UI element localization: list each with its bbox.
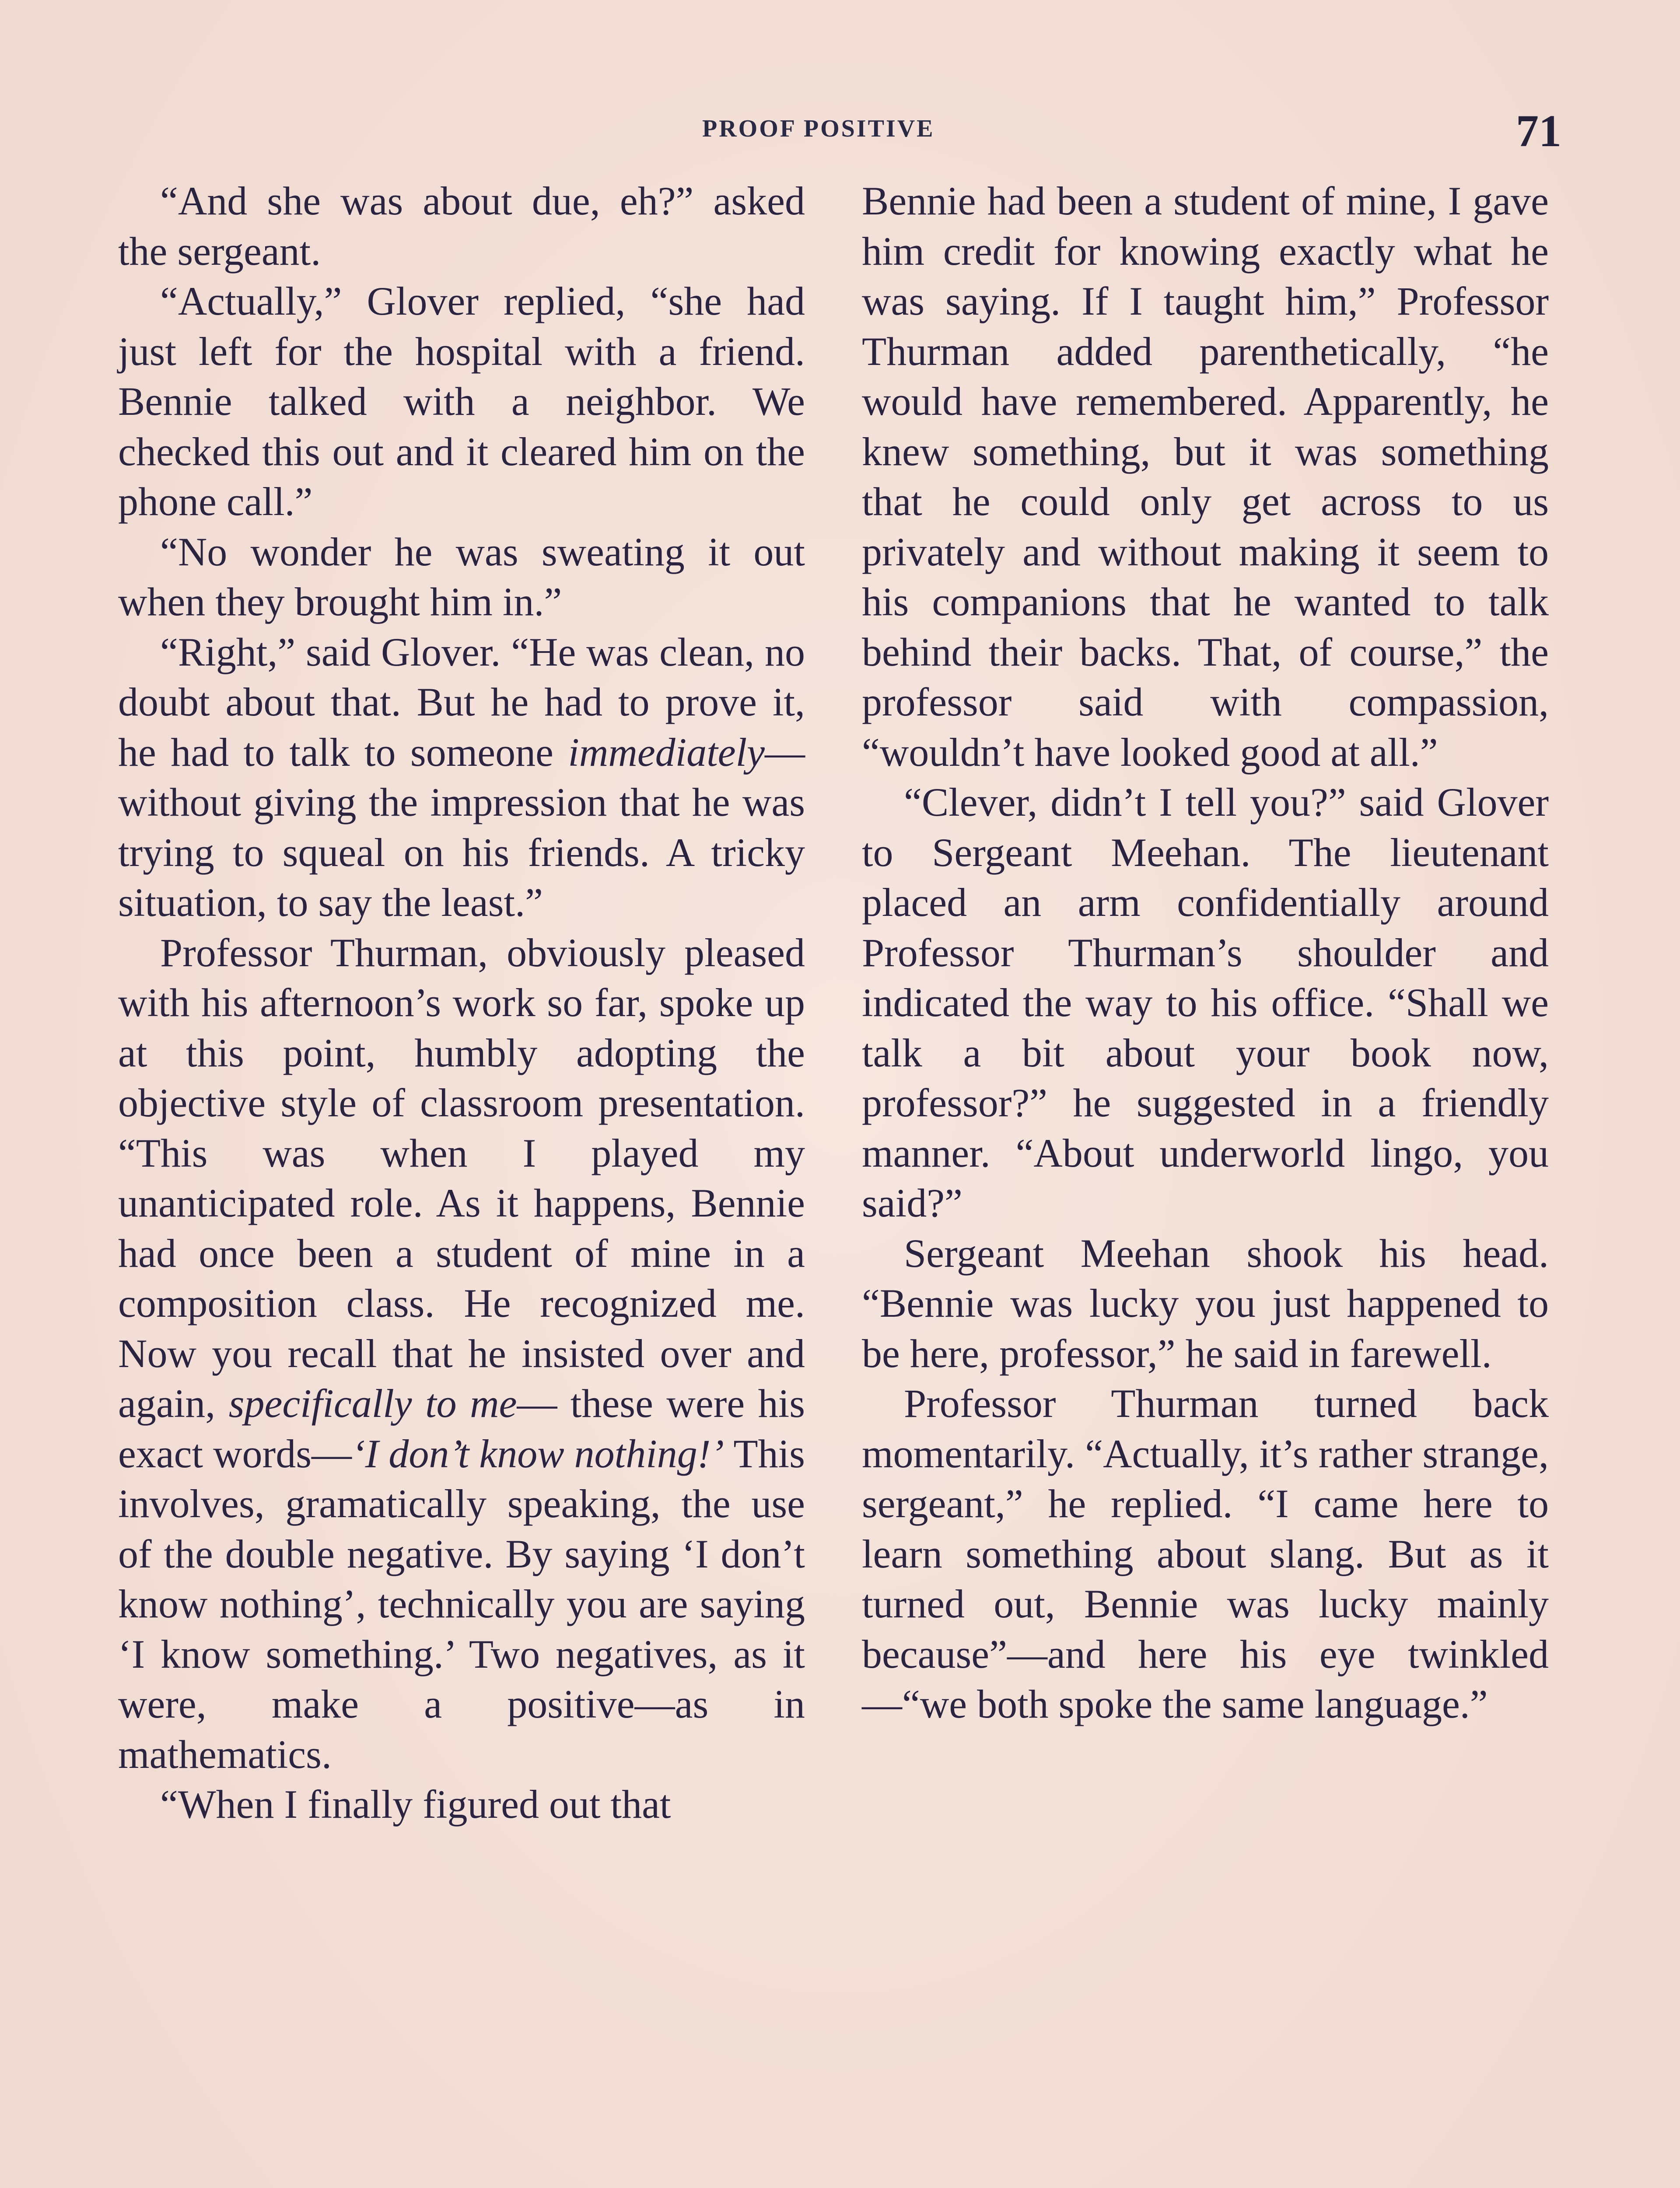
paragraph: “When I finally figured out that: [160, 1782, 671, 1827]
left-column: [118, 176, 805, 1830]
text-run: —without giving the impression that he was trying to squeal on his friends. A tricky situation, to say the least.”: [118, 729, 805, 925]
paragraph: [118, 928, 805, 1780]
text-run: Professor Thurman, obviously pleased with his afternoon’s work so far, spoke up at this point, humbly adopting the objective style of classroom presentation. “This was when I played my unanticipated role. As it happens, Bennie had once been a student of mine in a composition class. He recognized me. Now you recall that he insisted over and again,: [118, 930, 805, 1426]
italic-text: immediately: [568, 729, 765, 775]
paragraph: “And she was about due, eh?” asked the sergeant.: [118, 179, 805, 274]
paragraph: [118, 627, 805, 928]
paragraph: Professor Thurman turned back momentarily. “Actually, it’s rather strange, sergeant,” he replied. “I came here to learn something about slang. But as it turned out, Bennie was lucky mainly because”—and here his eye twinkled—“we both spoke the same language.”: [862, 1381, 1549, 1726]
paragraph: “Clever, didn’t I tell you?” said Glover to Sergeant Meehan. The lieutenant placed an arm confidentially around Professor Thurman’s shoulder and indicated the way to his office. “Shall we talk a bit about your book now, professor?” he suggested in a friendly manner. “About underworld lingo, you said?”: [862, 780, 1549, 1225]
page-number: 71: [1516, 106, 1561, 156]
paragraph: “Actually,” Glover replied, “she had just left for the hospital with a friend. Bennie talked with a neighbor. We checked this out and it cleared him on the phone call.”: [118, 279, 805, 524]
paragraph: Sergeant Meehan shook his head. “Bennie was lucky you just happened to be here, professor,” he said in farewell.: [862, 1231, 1549, 1376]
text-run: — these were his exact words—: [118, 1381, 805, 1476]
italic-text: ‘I don’t know nothing!’: [352, 1431, 724, 1476]
running-head: PROOF POSITIVE: [702, 115, 935, 142]
paragraph: Bennie had been a student of mine, I gave him credit for knowing exactly what he was saying. If I taught him,” Professor Thurman added parenthetically, “he would have remembered. Apparently, he knew something, but it was something that he could only get across to us privately and without making it seem to his companions that he wanted to talk behind their backs. That, of course,” the professor said with compassion, “wouldn’t have looked good at all.”: [862, 179, 1549, 775]
text-run: “Right,” said Glover. “He was clean, no doubt about that. But he had to prove it, he had to talk to someone: [118, 629, 805, 775]
italic-text: specifically to me: [228, 1381, 517, 1426]
text-run: This involves, gramatically speaking, the use of the double negative. By saying ‘I don’t know nothing’, technically you are saying ‘I know something.’ Two negatives, as it were, make a positive—as in mathematics.: [118, 1431, 805, 1777]
right-column: [862, 176, 1549, 1729]
paragraph: “No wonder he was sweating it out when they brought him in.”: [118, 529, 805, 624]
